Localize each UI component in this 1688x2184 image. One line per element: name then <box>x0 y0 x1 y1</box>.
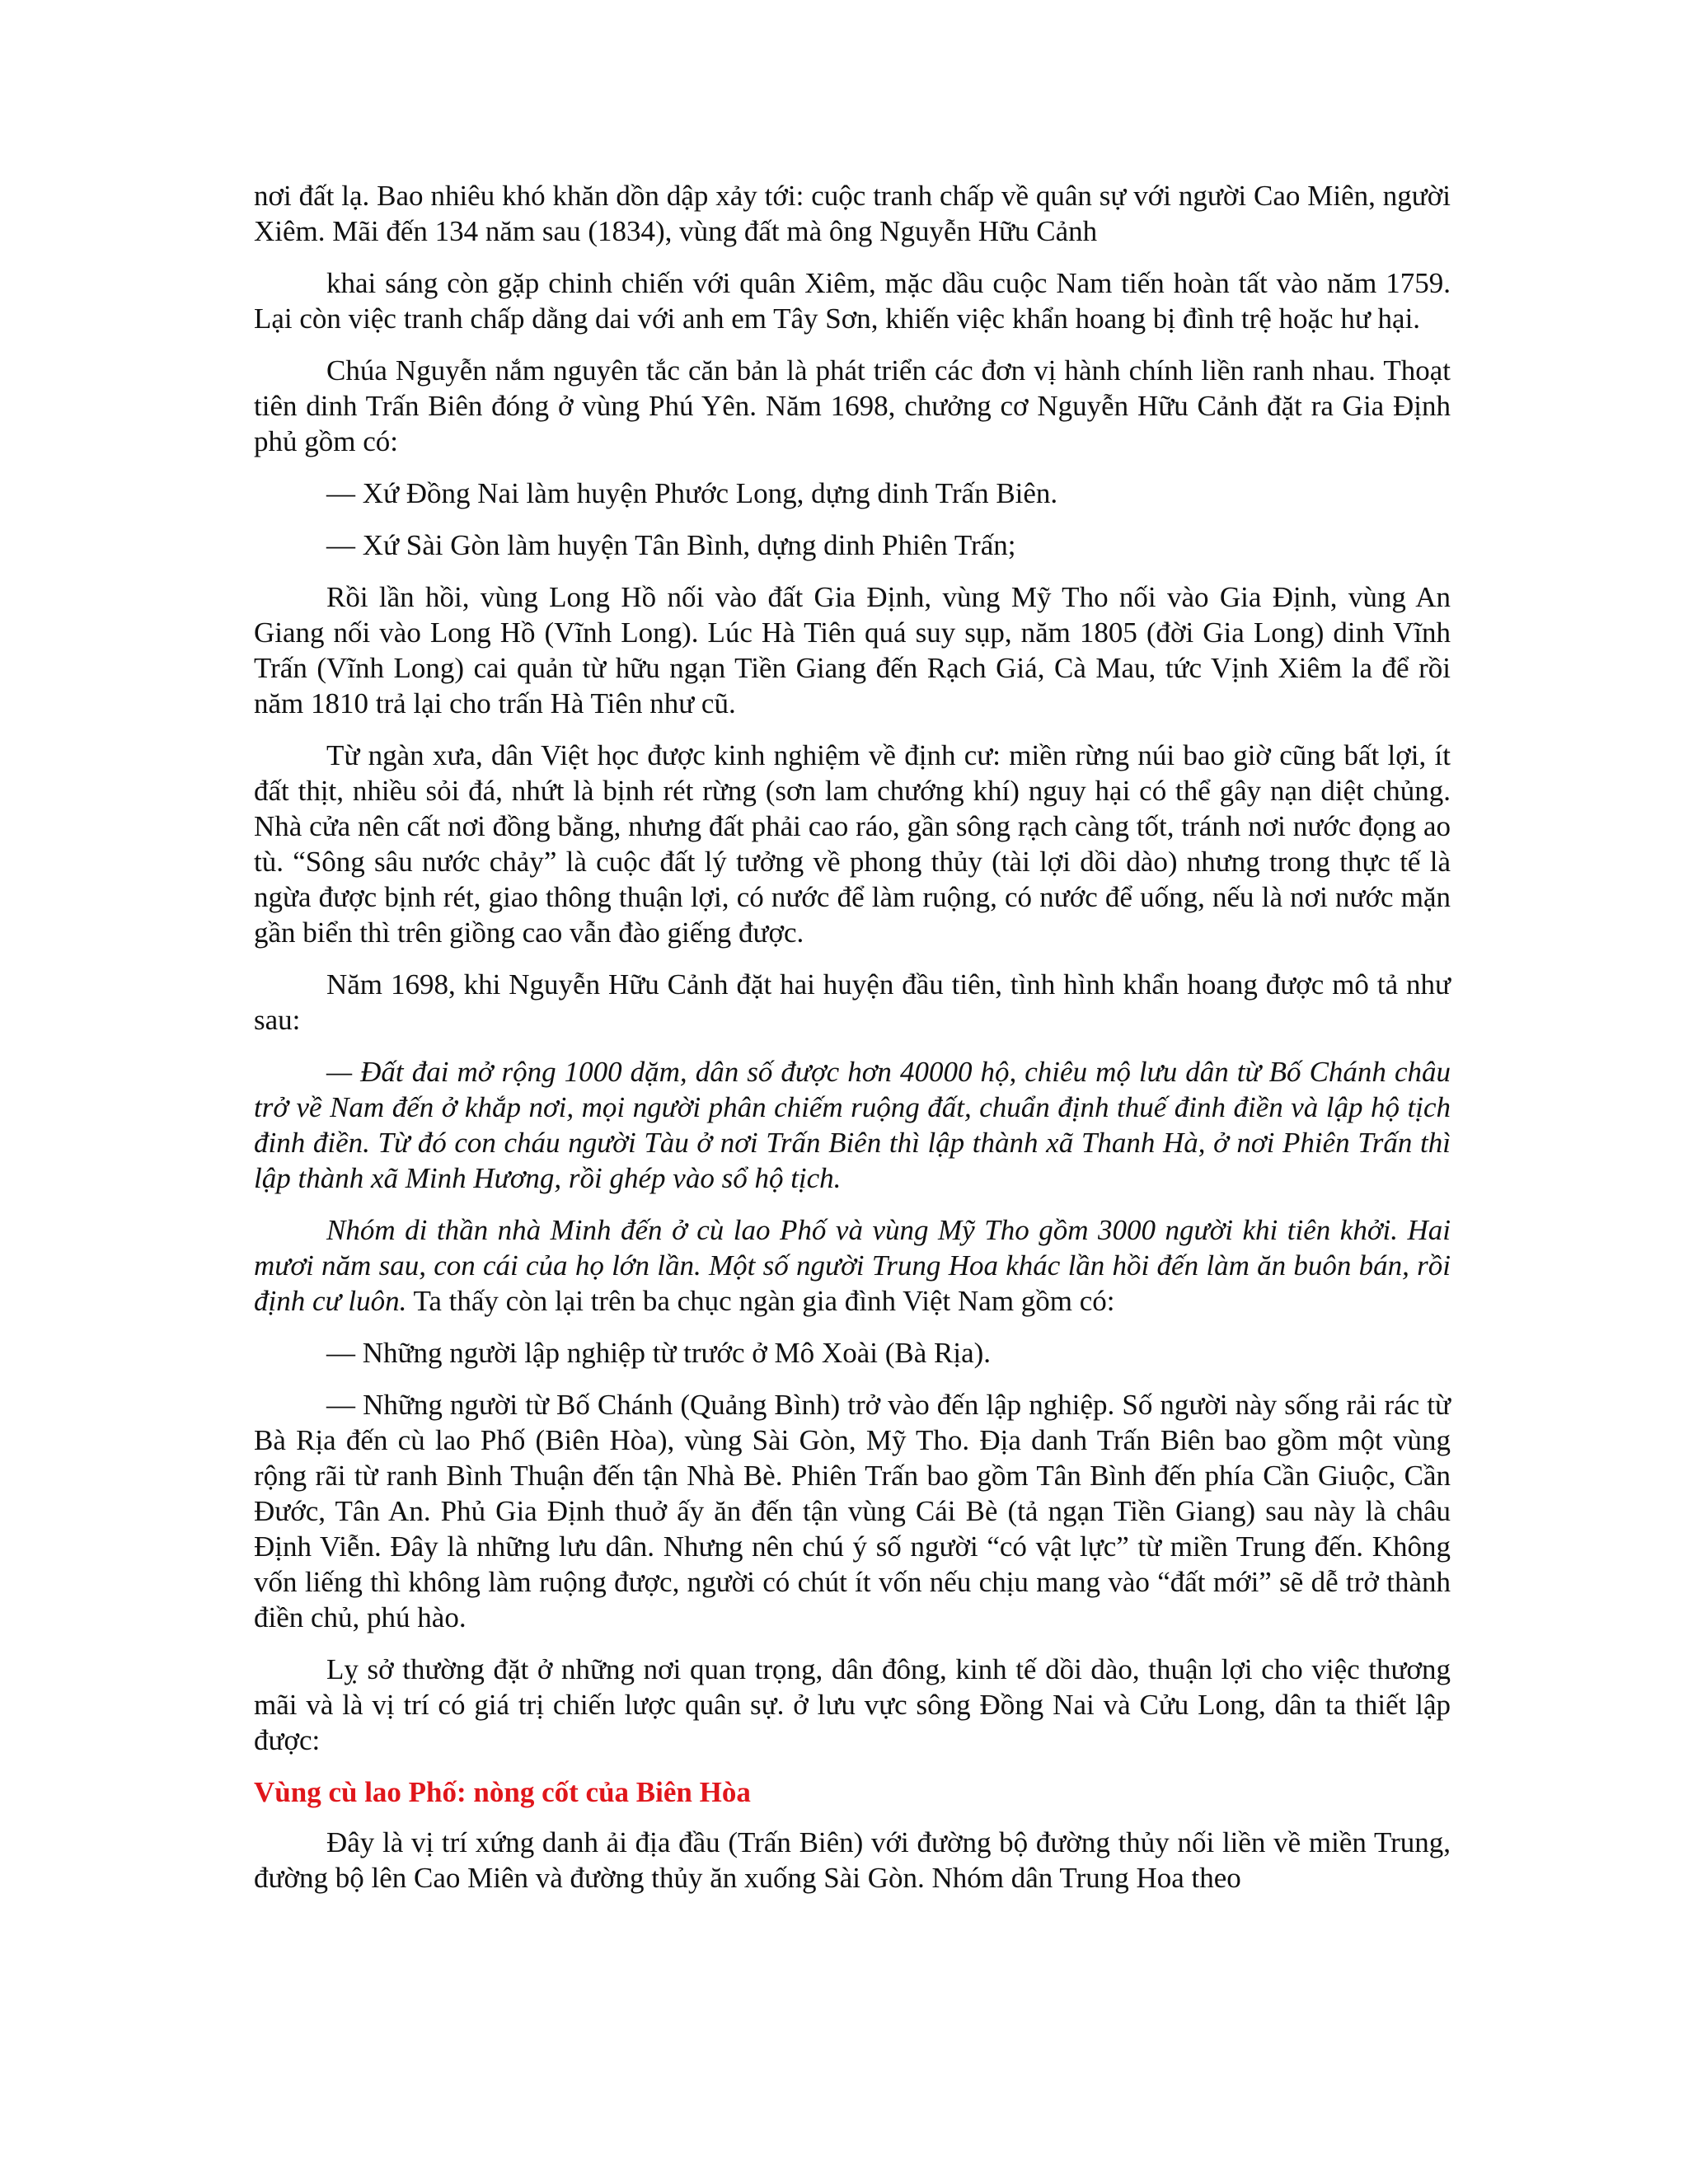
list-item-sai-gon: — Xứ Sài Gòn làm huyện Tân Bình, dựng dinh Phiên Trấn; <box>326 529 1016 561</box>
paragraph-5: Từ ngàn xưa, dân Việt học được kinh nghiệm về định cư: miền rừng núi bao giờ cũng bất lợi, ít đất thịt, nhiều sỏi đá, nhứt là bịnh rét rừng (sơn lam chướng khí) nguy hại có thể gây nạn diệt chủng. Nhà cửa nên cất nơi đồng bằng, nhưng đất phải cao ráo, gần sông rạch càng tốt, tránh nơi nước đọng ao tù. “Sông sâu nước chảy” là cuộc đất lý tưởng về phong thủy (tài lợi dồi dào) nhưng trong thực tế là ngừa được bịnh rét, giao thông thuận lợi, có nước để làm ruộng, có nước để uống, nếu là nơi nước mặn gần biển thì trên giồng cao vẫn đào giếng được. <box>254 739 1451 949</box>
document-page <box>254 178 1451 1912</box>
quote-paragraph-2: Nhóm di thần nhà Minh đến ở cù lao Phố và vùng Mỹ Tho gồm 3000 người khi tiên khởi. Hai mươi năm sau, con cái của họ lớn lần. Một số người Trung Hoa khác lần hồi đến làm ăn buôn bán, rồi định cư luôn. <box>254 1214 1451 1317</box>
quote-paragraph-1: — Đất đai mở rộng 1000 dặm, dân số được hơn 40000 hộ, chiêu mộ lưu dân từ Bố Chánh châu trở về Nam đến ở khắp nơi, mọi người phân chiếm ruộng đất, chuẩn định thuế đinh điền và lập hộ tịch đinh điền. Từ đó con cháu người Tàu ở nơi Trấn Biên thì lập thành xã Thanh Hà, ở nơi Phiên Trấn thì lập thành xã Minh Hương, rồi ghép vào sổ hộ tịch. <box>254 1056 1451 1194</box>
list-item-dong-nai: — Xứ Đồng Nai làm huyện Phước Long, dựng dinh Trấn Biên. <box>326 477 1058 509</box>
list-item-mo-xoai: — Những người lập nghiệp từ trước ở Mô Xoài (Bà Rịa). <box>326 1337 992 1369</box>
section-heading: Vùng cù lao Phố: nòng cốt của Biên Hòa <box>254 1776 751 1808</box>
paragraph-1: nơi đất lạ. Bao nhiêu khó khăn dồn dập xảy tới: cuộc tranh chấp về quân sự với người Cao Miên, người Xiêm. Mãi đến 134 năm sau (1834), vùng đất mà ông Nguyễn Hữu Cảnh <box>254 180 1451 247</box>
paragraph-9: Đây là vị trí xứng danh ải địa đầu (Trấn Biên) với đường bộ đường thủy nối liền về miền Trung, đường bộ lên Cao Miên và đường thủy ăn xuống Sài Gòn. Nhóm dân Trung Hoa theo <box>254 1826 1451 1894</box>
list-item-bo-chanh: — Những người từ Bố Chánh (Quảng Bình) trở vào đến lập nghiệp. Số người này sống rải rác từ Bà Rịa đến cù lao Phố (Biên Hòa), vùng Sài Gòn, Mỹ Tho. Địa danh Trấn Biên bao gồm một vùng rộng rãi từ ranh Bình Thuận đến tận Nhà Bè. Phiên Trấn bao gồm Tân Bình đến phía Cần Giuộc, Cần Đước, Tân An. Phủ Gia Định thuở ấy ăn đến tận vùng Cái Bè (tả ngạn Tiền Giang) sau này là châu Định Viễn. Đây là những lưu dân. Nhưng nên chú ý số người “có vật lực” từ miền Trung đến. Không vốn liếng thì không làm ruộng được, người có chút ít vốn nếu chịu mang vào “đất mới” sẽ dễ trở thành điền chủ, phú hào. <box>254 1389 1451 1633</box>
paragraph-4: Rồi lần hồi, vùng Long Hồ nối vào đất Gia Định, vùng Mỹ Tho nối vào Gia Định, vùng An Giang nối vào Long Hồ (Vĩnh Long). Lúc Hà Tiên quá suy sụp, năm 1805 (đời Gia Long) dinh Vĩnh Trấn (Vĩnh Long) cai quản từ hữu ngạn Tiền Giang đến Rạch Giá, Cà Mau, tức Vịnh Xiêm la để rồi năm 1810 trả lại cho trấn Hà Tiên như cũ. <box>254 581 1451 719</box>
paragraph-2: khai sáng còn gặp chinh chiến với quân Xiêm, mặc dầu cuộc Nam tiến hoàn tất vào năm 1759. Lại còn việc tranh chấp dằng dai với anh em Tây Sơn, khiến việc khẩn hoang bị đình trệ hoặc hư hại. <box>254 267 1451 335</box>
paragraph-6: Năm 1698, khi Nguyễn Hữu Cảnh đặt hai huyện đầu tiên, tình hình khẩn hoang được mô tả như sau: <box>254 968 1451 1036</box>
paragraph-8: Lỵ sở thường đặt ở những nơi quan trọng, dân đông, kinh tế dồi dào, thuận lợi cho việc thương mãi và là vị trí có giá trị chiến lược quân sự. ở lưu vực sông Đồng Nai và Cửu Long, dân ta thiết lập được: <box>254 1653 1451 1756</box>
paragraph-7 <box>254 1212 1451 1319</box>
paragraph-3: Chúa Nguyễn nắm nguyên tắc căn bản là phát triển các đơn vị hành chính liền ranh nhau. Thoạt tiên dinh Trấn Biên đóng ở vùng Phú Yên. Năm 1698, chưởng cơ Nguyễn Hữu Cảnh đặt ra Gia Định phủ gồm có: <box>254 354 1451 457</box>
paragraph-7-tail: Ta thấy còn lại trên ba chục ngàn gia đình Việt Nam gồm có: <box>406 1285 1115 1317</box>
